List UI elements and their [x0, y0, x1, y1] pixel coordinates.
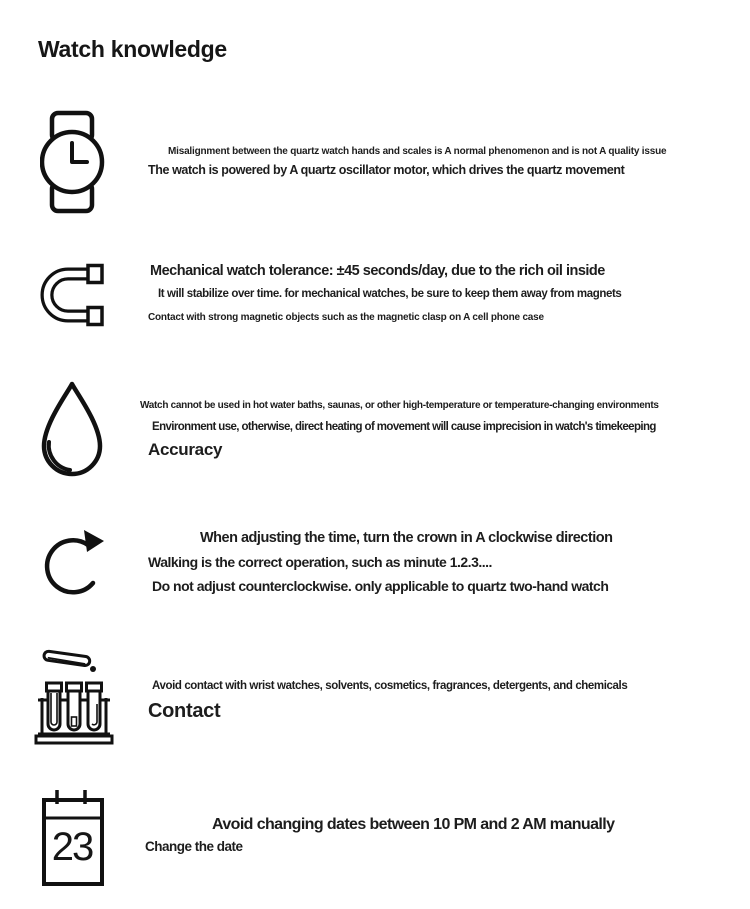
contact-heading: Contact	[148, 700, 221, 722]
accuracy-heading: Accuracy	[148, 440, 223, 459]
crown-counterclockwise-note: Do not adjust counterclockwise. only applicable to quartz two-hand watch	[152, 578, 609, 594]
calendar-day-number: 23	[51, 825, 93, 869]
calendar-icon	[40, 786, 106, 888]
temperature-warning-note: Watch cannot be used in hot water baths, saunas, or other high-temperature or temperature-changing environments	[140, 400, 659, 411]
magnet-stabilize-note: It will stabilize over time. for mechanical watches, be sure to keep them away from magnets	[158, 288, 622, 300]
quartz-movement-text: The watch is powered by A quartz oscillator motor, which drives the quartz movement	[148, 163, 625, 177]
magnet-contact-note: Contact with strong magnetic objects such as the magnetic clasp on A cell phone case	[148, 312, 544, 323]
magnet-tolerance-heading: Mechanical watch tolerance: ±45 seconds/day, due to the rich oil inside	[150, 263, 605, 279]
chemical-avoid-note: Avoid contact with wrist watches, solvents, cosmetics, fragrances, detergents, and chemicals	[152, 680, 628, 692]
date-change-label: Change the date	[145, 839, 243, 854]
temperature-environment-note: Environment use, otherwise, direct heating of movement will cause imprecision in watch's timekeeping	[152, 421, 656, 433]
crown-clockwise-heading: When adjusting the time, turn the crown in A clockwise direction	[200, 530, 613, 546]
crown-walking-note: Walking is the correct operation, such as minute 1.2.3....	[148, 554, 492, 570]
quartz-misalignment-note: Misalignment between the quartz watch hands and scales is A normal phenomenon and is not A quality issue	[168, 146, 667, 157]
date-change-heading: Avoid changing dates between 10 PM and 2 AM manually	[212, 816, 615, 833]
page-title: Watch knowledge	[38, 36, 227, 62]
